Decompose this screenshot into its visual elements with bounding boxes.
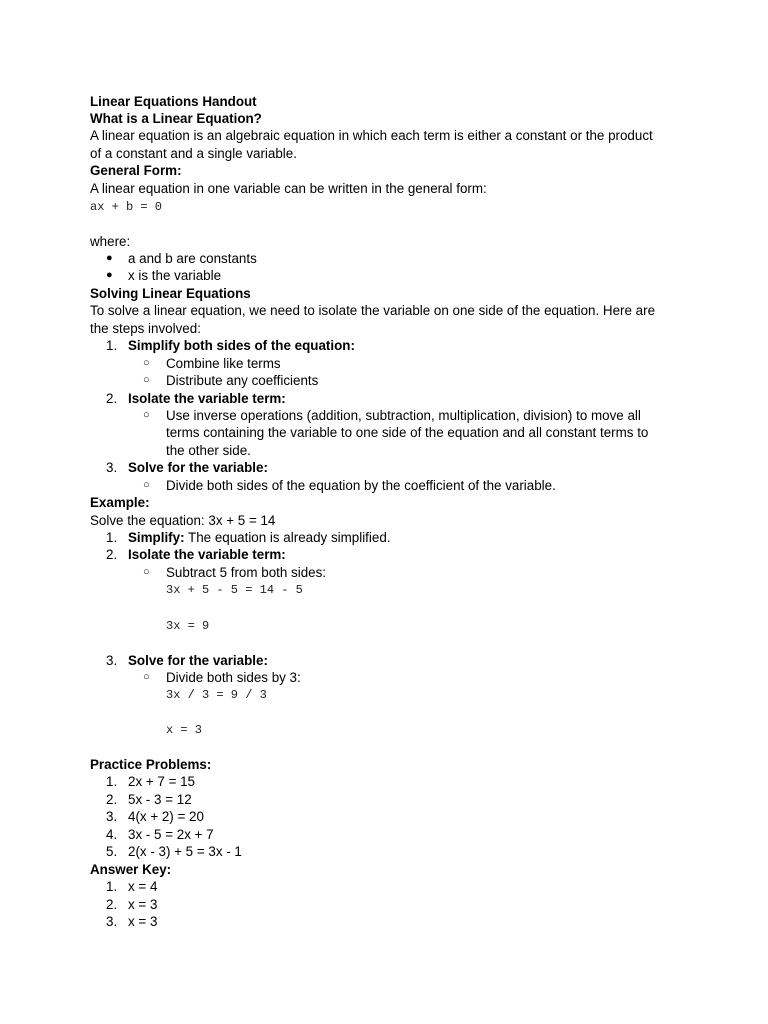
- where-item: a and b are constants: [128, 251, 257, 266]
- practice-item: 2x + 7 = 15: [128, 774, 196, 789]
- solving-heading: Solving Linear Equations: [90, 286, 251, 301]
- practice-item: 5x - 3 = 12: [128, 792, 192, 807]
- general-heading: General Form:: [90, 163, 182, 178]
- sub-bullet-marker: ○: [143, 374, 150, 386]
- bullet-marker: ●: [106, 269, 113, 281]
- practice-number: 3.: [106, 809, 118, 824]
- answer-item: x = 3: [128, 914, 158, 929]
- practice-item: 3x - 5 = 2x + 7: [128, 827, 214, 842]
- example-step-label: Simplify:: [128, 530, 185, 545]
- sub-bullet-marker: ○: [143, 479, 150, 491]
- practice-number: 5.: [106, 844, 118, 859]
- step-number: 3.: [106, 460, 118, 475]
- where-label: where:: [90, 234, 131, 249]
- example-step-label: Solve for the variable:: [128, 653, 268, 668]
- practice-number: 2.: [106, 792, 118, 807]
- answer-item: x = 3: [128, 897, 158, 912]
- example-code-line: x = 3: [166, 723, 203, 737]
- step-label: Solve for the variable:: [128, 460, 268, 475]
- sub-bullet-marker: ○: [143, 566, 150, 578]
- step-number: 2.: [106, 391, 118, 406]
- step-number: 1.: [106, 338, 118, 353]
- step-label: Simplify both sides of the equation:: [128, 338, 355, 353]
- step-sub-item-line: terms containing the variable to one side of the equation and all constant terms to: [166, 425, 649, 440]
- example-step-text: The equation is already simplified.: [184, 530, 391, 545]
- practice-item: 4(x + 2) = 20: [128, 809, 204, 824]
- sub-bullet-marker: ○: [143, 357, 150, 369]
- step-sub-item: Combine like terms: [166, 356, 281, 371]
- example-step-number: 2.: [106, 547, 118, 562]
- example-sub-item: Subtract 5 from both sides:: [166, 565, 327, 580]
- example-step-1: [128, 529, 390, 546]
- solving-text-line-2: the steps involved:: [90, 321, 201, 336]
- example-step-label: Isolate the variable term:: [128, 547, 286, 562]
- what-text-line-1: A linear equation is an algebraic equation in which each term is either a constant or the product: [90, 128, 653, 143]
- example-text: Solve the equation: 3x + 5 = 14: [90, 513, 276, 528]
- practice-number: 4.: [106, 827, 118, 842]
- example-sub-item: Divide both sides by 3:: [166, 670, 301, 685]
- answer-number: 3.: [106, 914, 118, 929]
- example-code-line: 3x / 3 = 9 / 3: [166, 688, 267, 702]
- answer-number: 1.: [106, 879, 118, 894]
- solving-text-line-1: To solve a linear equation, we need to isolate the variable on one side of the equation. Here are: [90, 303, 656, 318]
- where-item: x is the variable: [128, 268, 222, 283]
- bullet-marker: ●: [106, 252, 113, 264]
- example-heading: Example:: [90, 495, 150, 510]
- what-heading: What is a Linear Equation?: [90, 111, 262, 126]
- practice-number: 1.: [106, 774, 118, 789]
- example-step-number: 1.: [106, 530, 118, 545]
- example-step-number: 3.: [106, 653, 118, 668]
- practice-heading: Practice Problems:: [90, 757, 212, 772]
- step-sub-item-line: Use inverse operations (addition, subtraction, multiplication, division) to move all: [166, 408, 641, 423]
- step-sub-item-line: the other side.: [166, 443, 251, 458]
- doc-title: Linear Equations Handout: [90, 94, 257, 109]
- step-label: Isolate the variable term:: [128, 391, 286, 406]
- general-text: A linear equation in one variable can be written in the general form:: [90, 181, 487, 196]
- general-formula: ax + b = 0: [90, 200, 163, 214]
- step-sub-item: Distribute any coefficients: [166, 373, 319, 388]
- what-text-line-2: of a constant and a single variable.: [90, 146, 297, 161]
- practice-item: 2(x - 3) + 5 = 3x - 1: [128, 844, 242, 859]
- example-code-line: 3x = 9: [166, 619, 210, 633]
- sub-bullet-marker: ○: [143, 409, 150, 421]
- answer-heading: Answer Key:: [90, 862, 172, 877]
- sub-bullet-marker: ○: [143, 671, 150, 683]
- answer-number: 2.: [106, 897, 118, 912]
- step-sub-item: Divide both sides of the equation by the coefficient of the variable.: [166, 478, 556, 493]
- example-code-line: 3x + 5 - 5 = 14 - 5: [166, 583, 303, 597]
- answer-item: x = 4: [128, 879, 158, 894]
